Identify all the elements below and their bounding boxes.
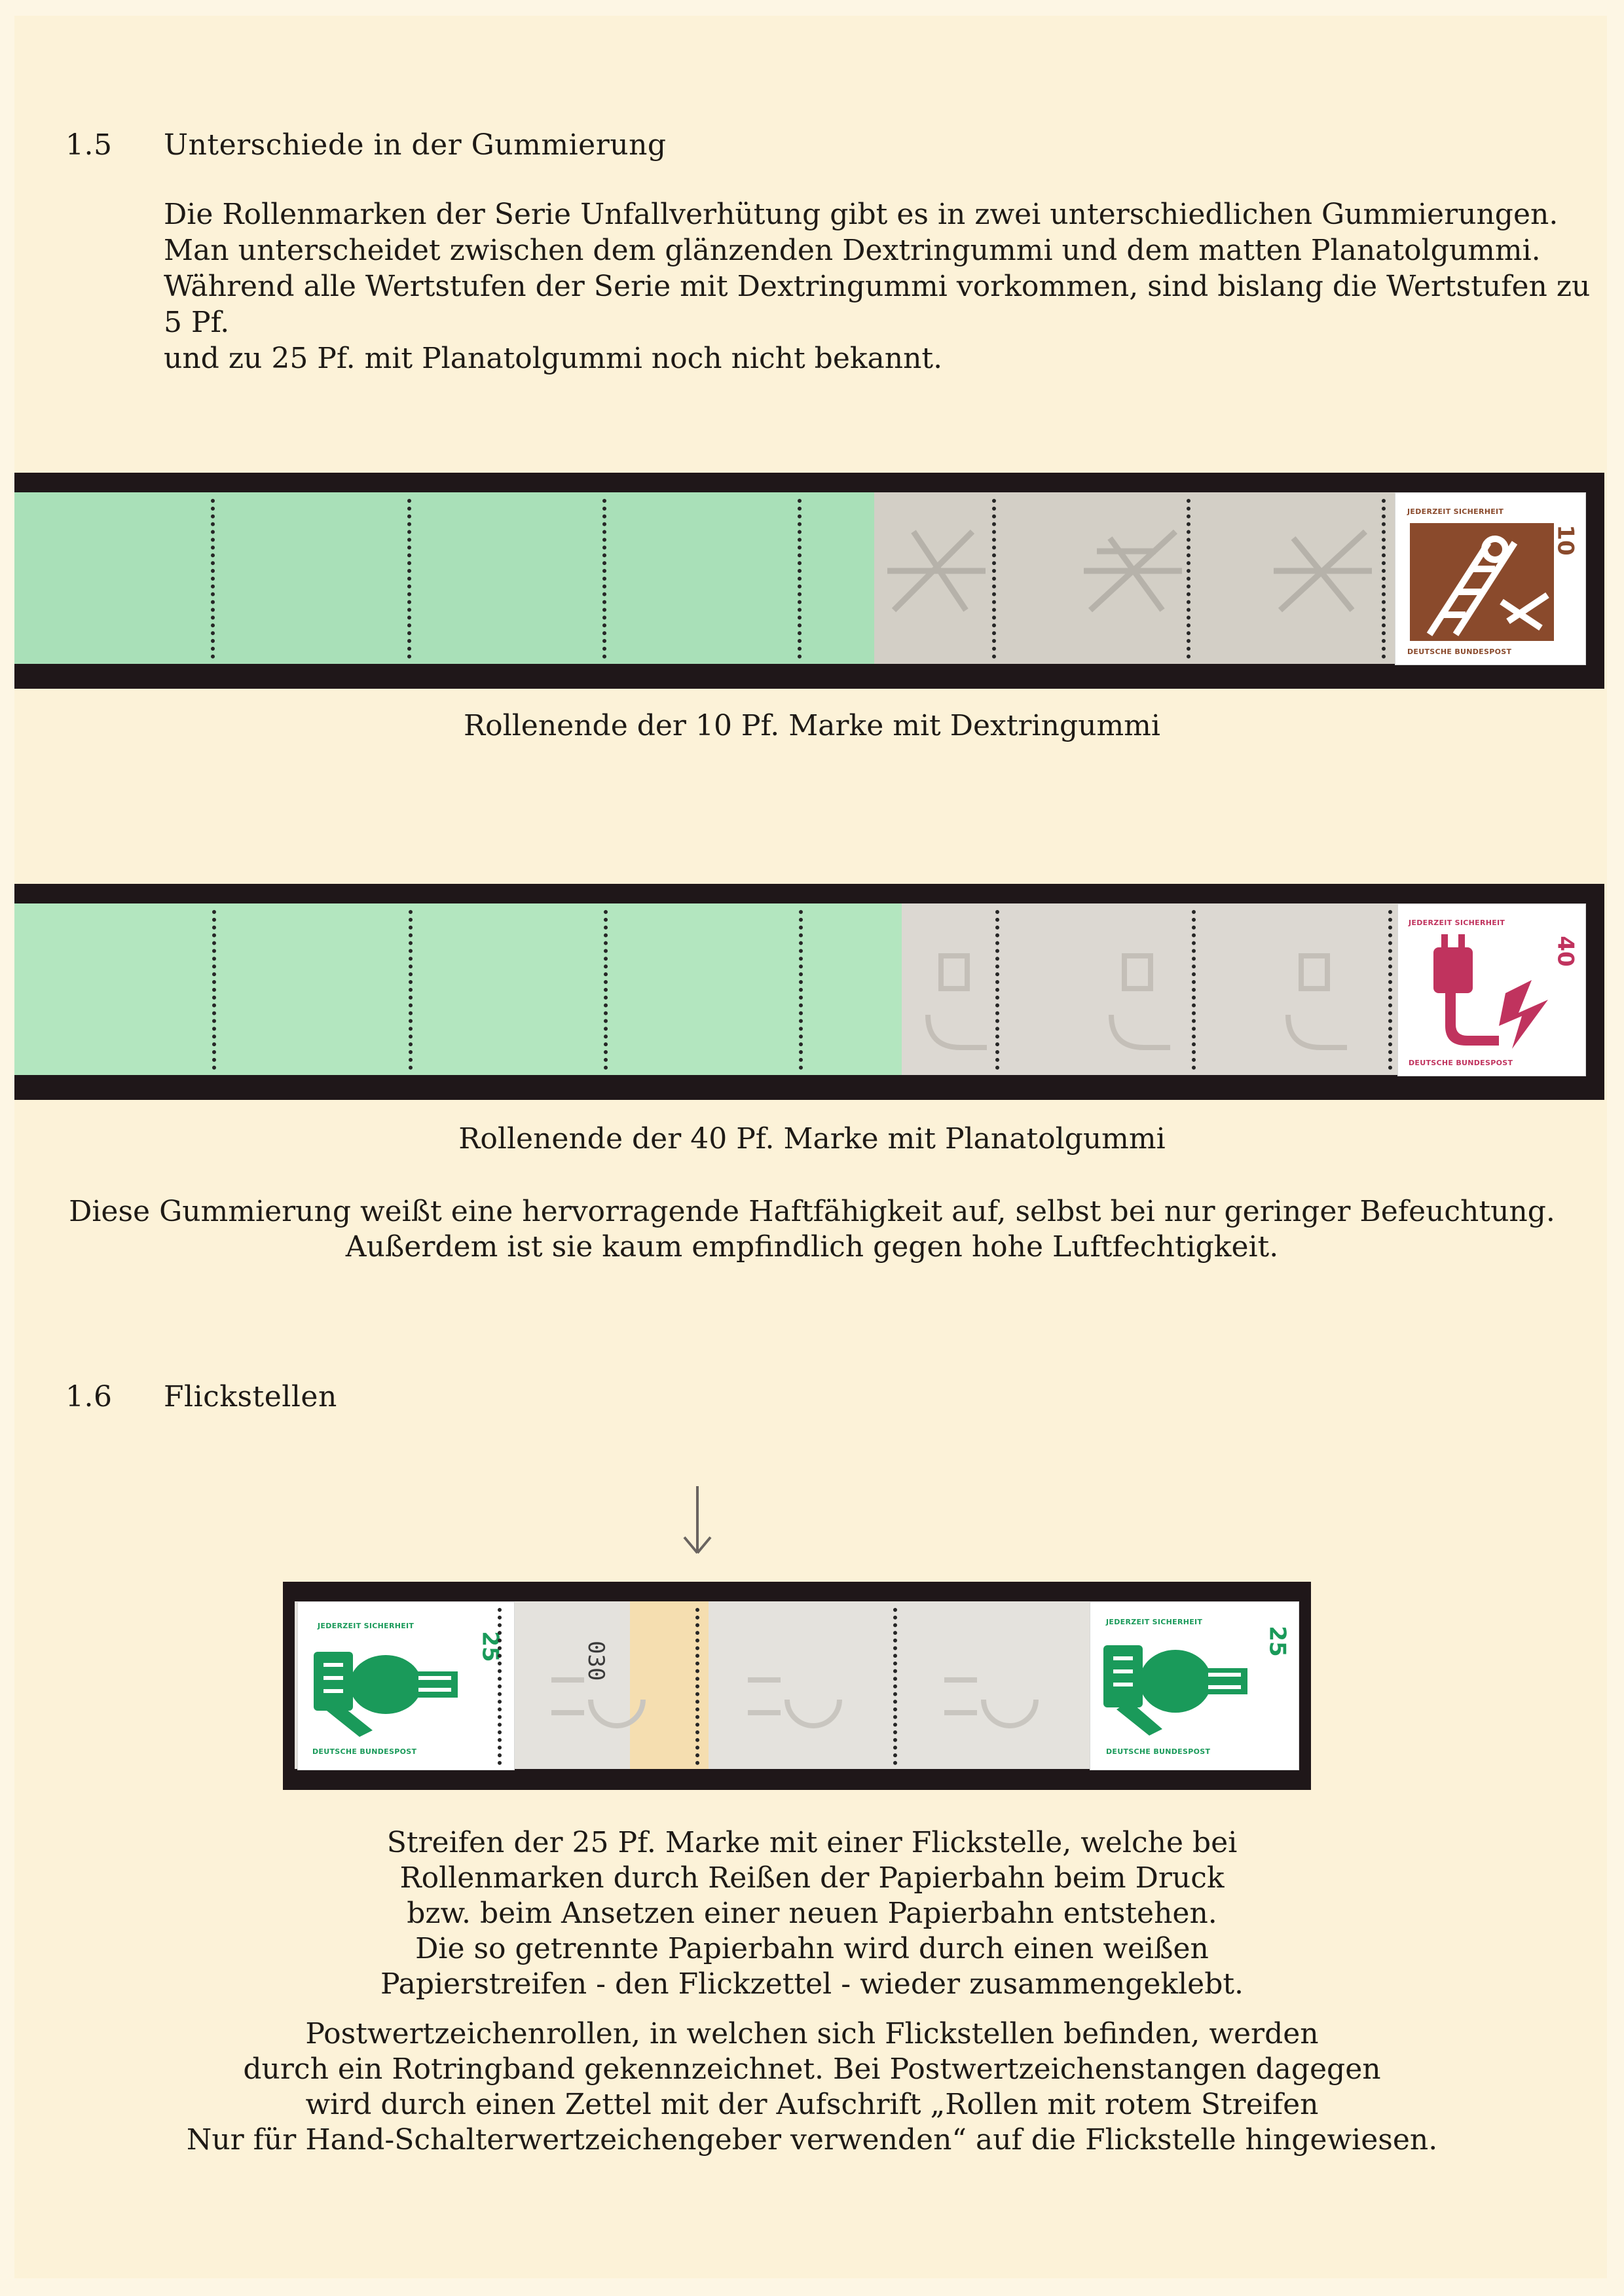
section-number: 1.6: [65, 1380, 113, 1413]
closing-line: Nur für Hand-Schalterwertzeichengeber verwenden“ auf die Flickstelle hingewiesen.: [186, 2123, 1438, 2157]
lathe-accident-icon: [1103, 1632, 1254, 1737]
stamp-value: 40: [1552, 936, 1579, 967]
stamp-bottom-text: DEUTSCHE BUNDESPOST: [1409, 1059, 1513, 1067]
caption-line: bzw. beim Ansetzen einer neuen Papierbahn entstehen.: [407, 1897, 1217, 1930]
stamp-25pf-right: [1090, 1601, 1299, 1770]
closing-line: Postwertzeichenrollen, in welchen sich Flickstellen befinden, werden: [305, 2017, 1319, 2050]
plug-accident-icon: [1407, 934, 1558, 1052]
stamp-bottom-text: DEUTSCHE BUNDESPOST: [1407, 647, 1512, 656]
caption-line: Rollenmarken durch Reißen der Papierbahn beim Druck: [399, 1861, 1225, 1895]
stamp-top-text: JEDERZEIT SICHERHEIT: [1106, 1618, 1203, 1626]
green-gum-area: [14, 492, 874, 664]
back-side-area: [512, 1601, 1167, 1769]
stamp-value: 25: [1264, 1626, 1291, 1657]
note-line: Außerdem ist sie kaum empfindlich gegen hohe Luftfechtigkeit.: [345, 1230, 1279, 1264]
stamp-top-text: JEDERZEIT SICHERHEIT: [1407, 507, 1504, 516]
paragraph-line: Man unterscheidet zwischen dem glänzenden Dextringummi und dem matten Planatolgummi.: [164, 234, 1541, 267]
paragraph-line: Während alle Wertstufen der Serie mit Dextringummi vorkommen, sind bislang die Wertstufen zu 5 Pf.: [164, 270, 1591, 339]
stamp-bottom-text: DEUTSCHE BUNDESPOST: [312, 1747, 417, 1756]
caption-40pf: Rollenende der 40 Pf. Marke mit Planatolgummi: [458, 1122, 1166, 1156]
closing-line: wird durch einen Zettel mit der Aufschrift „Rollen mit rotem Streifen: [305, 2088, 1319, 2121]
closing-line: durch ein Rotringband gekennzeichnet. Bei Postwertzeichenstangen dagegen: [243, 2052, 1381, 2086]
lathe-accident-icon: [314, 1639, 464, 1737]
back-side-area: [902, 903, 1399, 1075]
stamp-top-text: JEDERZEIT SICHERHEIT: [1409, 919, 1505, 927]
paragraph-line: und zu 25 Pf. mit Planatolgummi noch nicht bekannt.: [164, 342, 943, 375]
section-number: 1.5: [65, 128, 113, 162]
caption-line: Die so getrennte Papierbahn wird durch einen weißen: [415, 1932, 1209, 1965]
planatol-note: [0, 1194, 1624, 1265]
stamp-25pf-left: [297, 1601, 515, 1770]
closing-paragraph: [0, 2016, 1624, 2158]
ladder-accident-icon: [1410, 523, 1554, 641]
section-title: Flickstellen: [164, 1380, 337, 1413]
stamp-strip-25pf: [283, 1582, 1311, 1790]
caption-25pf: [0, 1825, 1624, 2002]
green-gum-area: [14, 903, 902, 1075]
down-arrow-icon: [678, 1486, 717, 1558]
section-title: Unterschiede in der Gummierung: [164, 128, 667, 162]
note-line: Diese Gummierung weißt eine hervorragende Haftfähigkeit auf, selbst bei nur geringer Befeuchtung.: [69, 1195, 1555, 1228]
paragraph-line: Die Rollenmarken der Serie Unfallverhütung gibt es in zwei unterschiedlichen Gummierungen.: [164, 198, 1559, 231]
counter-number: 030: [583, 1641, 609, 1681]
caption-10pf: Rollenende der 10 Pf. Marke mit Dextringummi: [464, 709, 1160, 742]
stamp-strip-10pf: [14, 473, 1604, 689]
stamp-value: 25: [477, 1631, 504, 1662]
intro-paragraph: [164, 196, 1591, 376]
stamp-bottom-text: DEUTSCHE BUNDESPOST: [1106, 1747, 1211, 1756]
stamp-strip-40pf: [14, 884, 1604, 1100]
stamp-40pf: [1397, 903, 1586, 1076]
back-side-area: [874, 492, 1398, 664]
caption-line: Streifen der 25 Pf. Marke mit einer Flickstelle, welche bei: [386, 1826, 1238, 1859]
stamp-10pf: [1395, 492, 1586, 665]
stamp-top-text: JEDERZEIT SICHERHEIT: [318, 1622, 415, 1630]
stamp-value: 10: [1552, 524, 1579, 556]
caption-line: Papierstreifen - den Flickzettel - wieder zusammengeklebt.: [380, 1967, 1244, 2001]
